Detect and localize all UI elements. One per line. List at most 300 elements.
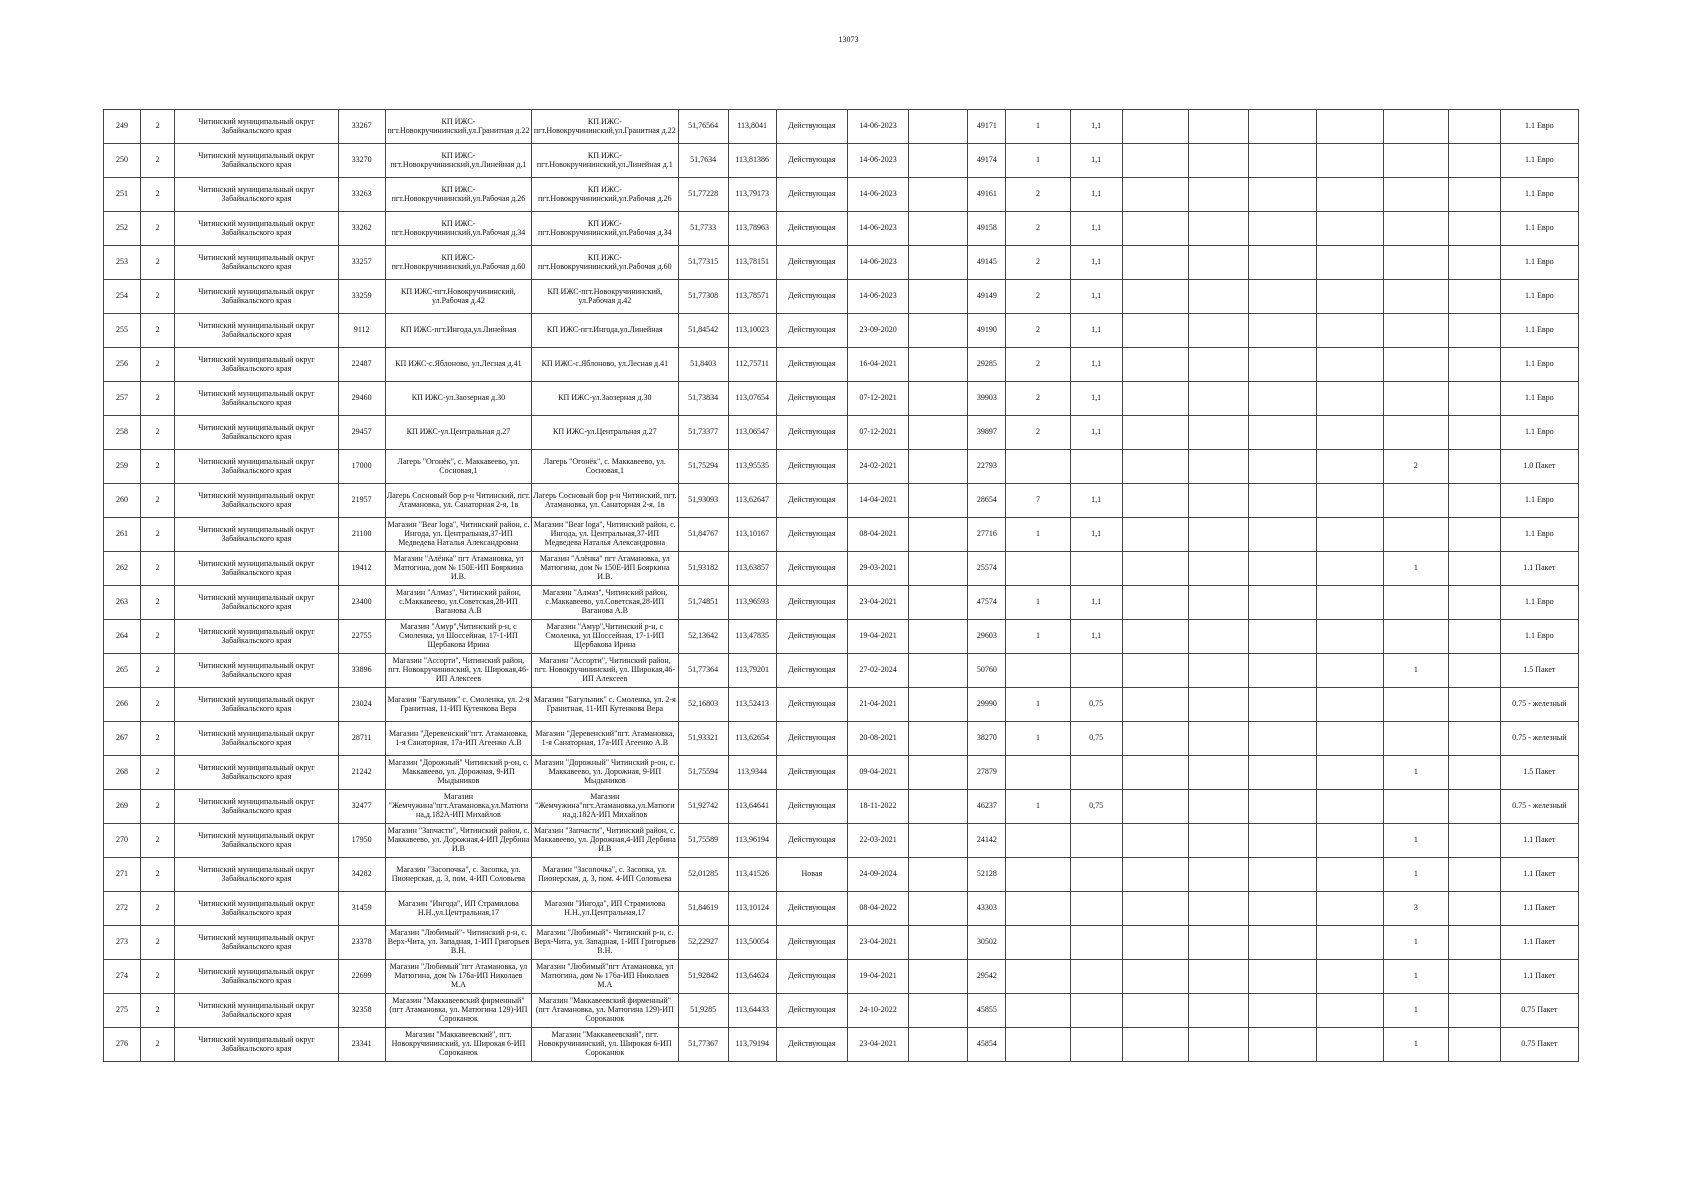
site-id-cell: 23400	[338, 586, 385, 620]
latitude-cell: 51,77315	[678, 246, 728, 280]
package-count-cell	[1384, 722, 1448, 756]
latitude-cell: 51,7733	[678, 212, 728, 246]
site-name-cell: Магазин "Ингода", ИП Страмилова Н.Н.,ул.Центральная,17	[385, 892, 531, 926]
container-volume-cell	[1070, 450, 1122, 484]
site-id-cell: 32358	[338, 994, 385, 1028]
container-count-cell	[1006, 552, 1070, 586]
district-cell: Читинский муниципальный округ Забайкальского края	[175, 110, 338, 144]
longitude-cell: 113,06547	[728, 416, 776, 450]
empty-cell	[909, 280, 968, 314]
site-address-cell: КП ИЖС-пгт.Новокручининский,ул.Рабочая д.60	[532, 246, 678, 280]
container-count-cell	[1006, 960, 1070, 994]
row-number-cell: 257	[104, 382, 141, 416]
status-cell: Действующая	[776, 586, 847, 620]
empty-cell	[1448, 926, 1500, 960]
empty-cell	[1249, 756, 1317, 790]
registry-code-cell: 39897	[968, 416, 1006, 450]
empty-cell	[909, 552, 968, 586]
row-number-cell: 272	[104, 892, 141, 926]
site-address-cell: Магазин "Деревенский"пгт. Атамановка, 1-я Санаторная, 17а-ИП Агеенко А.В	[532, 722, 678, 756]
table-row	[104, 960, 1579, 994]
longitude-cell: 113,8041	[728, 110, 776, 144]
latitude-cell: 51,93182	[678, 552, 728, 586]
empty-cell	[909, 620, 968, 654]
site-id-cell: 31459	[338, 892, 385, 926]
empty-cell	[909, 654, 968, 688]
container-volume-cell: 1,1	[1070, 382, 1122, 416]
empty-cell	[1249, 450, 1317, 484]
group-cell: 2	[141, 212, 175, 246]
table-row	[104, 824, 1579, 858]
district-cell: Читинский муниципальный округ Забайкальского края	[175, 824, 338, 858]
district-cell: Читинский муниципальный округ Забайкальского края	[175, 416, 338, 450]
empty-cell	[1249, 178, 1317, 212]
container-volume-cell	[1070, 926, 1122, 960]
empty-cell	[1122, 926, 1188, 960]
container-volume-cell	[1070, 552, 1122, 586]
longitude-cell: 113,62647	[728, 484, 776, 518]
package-count-cell: 1	[1384, 824, 1448, 858]
empty-cell	[1122, 790, 1188, 824]
empty-cell	[1249, 212, 1317, 246]
empty-cell	[1122, 246, 1188, 280]
date-cell: 14-06-2023	[847, 144, 908, 178]
empty-cell	[1249, 722, 1317, 756]
status-cell: Действующая	[776, 484, 847, 518]
status-cell: Новая	[776, 858, 847, 892]
date-cell: 07-12-2021	[847, 416, 908, 450]
empty-cell	[1249, 246, 1317, 280]
date-cell: 19-04-2021	[847, 620, 908, 654]
group-cell: 2	[141, 110, 175, 144]
empty-cell	[1448, 790, 1500, 824]
container-volume-cell	[1070, 994, 1122, 1028]
container-type-cell: 0.75 Пакет	[1500, 1028, 1578, 1062]
table-row	[104, 688, 1579, 722]
empty-cell	[1317, 858, 1384, 892]
date-cell: 14-06-2023	[847, 246, 908, 280]
district-cell: Читинский муниципальный округ Забайкальского края	[175, 178, 338, 212]
group-cell: 2	[141, 552, 175, 586]
site-id-cell: 17950	[338, 824, 385, 858]
empty-cell	[1122, 144, 1188, 178]
site-name-cell: Магазин "Дорожный" Читинский р-он, с. Маккавеево, ул. Дорожная, 9-ИП Мыдыников	[385, 756, 531, 790]
district-cell: Читинский муниципальный округ Забайкальского края	[175, 926, 338, 960]
site-address-cell: Магазин "Запчасти", Читинский район, с. Маккавеево, ул. Дорожная,4-ИП Дербина И.В	[532, 824, 678, 858]
date-cell: 14-04-2021	[847, 484, 908, 518]
longitude-cell: 113,78571	[728, 280, 776, 314]
site-address-cell: КП ИЖС-пгт.Ингода,ул.Линейная	[532, 314, 678, 348]
site-address-cell: Магазин "Любимый"пгт Атамановка, ул Матюгина, дом № 176а-ИП Николаев М.А	[532, 960, 678, 994]
container-volume-cell: 1,1	[1070, 314, 1122, 348]
package-count-cell: 2	[1384, 450, 1448, 484]
empty-cell	[1448, 246, 1500, 280]
empty-cell	[1249, 552, 1317, 586]
latitude-cell: 51,76564	[678, 110, 728, 144]
empty-cell	[1448, 484, 1500, 518]
row-number-cell: 270	[104, 824, 141, 858]
empty-cell	[1448, 450, 1500, 484]
longitude-cell: 113,95535	[728, 450, 776, 484]
empty-cell	[1317, 484, 1384, 518]
row-number-cell: 263	[104, 586, 141, 620]
site-name-cell: КП ИЖС-ул.Заозерная д.30	[385, 382, 531, 416]
row-number-cell: 250	[104, 144, 141, 178]
container-volume-cell: 1,1	[1070, 178, 1122, 212]
site-address-cell: Магазин "Алмаз", Читинский район, с.Маккавеево, ул.Советская,28-ИП Ваганова А.В	[532, 586, 678, 620]
group-cell: 2	[141, 824, 175, 858]
package-count-cell	[1384, 178, 1448, 212]
table-row	[104, 382, 1579, 416]
registry-code-cell: 27879	[968, 756, 1006, 790]
registry-code-cell: 49161	[968, 178, 1006, 212]
date-cell: 20-08-2021	[847, 722, 908, 756]
empty-cell	[1188, 926, 1248, 960]
container-count-cell	[1006, 892, 1070, 926]
status-cell: Действующая	[776, 790, 847, 824]
empty-cell	[1249, 110, 1317, 144]
site-id-cell: 22755	[338, 620, 385, 654]
empty-cell	[1448, 892, 1500, 926]
empty-cell	[1249, 858, 1317, 892]
container-count-cell: 1	[1006, 620, 1070, 654]
latitude-cell: 51,75294	[678, 450, 728, 484]
container-volume-cell: 1,1	[1070, 348, 1122, 382]
latitude-cell: 51,93321	[678, 722, 728, 756]
container-volume-cell: 1,1	[1070, 586, 1122, 620]
status-cell: Действующая	[776, 688, 847, 722]
latitude-cell: 51,75589	[678, 824, 728, 858]
container-count-cell: 1	[1006, 586, 1070, 620]
site-name-cell: КП ИЖС-пгт.Новокручининский,ул.Линейная д.1	[385, 144, 531, 178]
registry-code-cell: 49190	[968, 314, 1006, 348]
row-number-cell: 256	[104, 348, 141, 382]
row-number-cell: 251	[104, 178, 141, 212]
site-address-cell: Магазин "Ассорти", Читинский район, пгт. Новокручининский, ул. Широкая,46-ИП Алексеев	[532, 654, 678, 688]
empty-cell	[1188, 212, 1248, 246]
date-cell: 16-04-2021	[847, 348, 908, 382]
table-row	[104, 892, 1579, 926]
empty-cell	[1448, 824, 1500, 858]
site-address-cell: Магазин "Ингода", ИП Страмилова Н.Н.,ул.Центральная,17	[532, 892, 678, 926]
table-row	[104, 484, 1579, 518]
site-id-cell: 23024	[338, 688, 385, 722]
longitude-cell: 113,47835	[728, 620, 776, 654]
longitude-cell: 113,81386	[728, 144, 776, 178]
registry-code-cell: 29542	[968, 960, 1006, 994]
empty-cell	[1448, 552, 1500, 586]
row-number-cell: 265	[104, 654, 141, 688]
empty-cell	[1317, 518, 1384, 552]
status-cell: Действующая	[776, 212, 847, 246]
site-name-cell: КП ИЖС-пгт.Новокручининский,ул.Рабочая д.60	[385, 246, 531, 280]
empty-cell	[1317, 246, 1384, 280]
group-cell: 2	[141, 790, 175, 824]
empty-cell	[1448, 960, 1500, 994]
empty-cell	[1448, 858, 1500, 892]
site-address-cell: Магазин "Маккавеевский", пгт. Новокручининский, ул. Широкая 6-ИП Сороканюк	[532, 1028, 678, 1062]
longitude-cell: 113,78151	[728, 246, 776, 280]
container-count-cell	[1006, 654, 1070, 688]
empty-cell	[1448, 620, 1500, 654]
container-volume-cell: 1,1	[1070, 144, 1122, 178]
container-count-cell	[1006, 450, 1070, 484]
empty-cell	[1448, 586, 1500, 620]
longitude-cell: 113,62654	[728, 722, 776, 756]
package-count-cell	[1384, 280, 1448, 314]
registry-code-cell: 27716	[968, 518, 1006, 552]
site-name-cell: Магазин "Амур",Читинский р-н, с Смоленка, ул Шоссейная, 17-1-ИП Щербакова Ирина	[385, 620, 531, 654]
site-id-cell: 19412	[338, 552, 385, 586]
empty-cell	[909, 586, 968, 620]
site-address-cell: Магазин "Маккавеевский фирменный" (пгт Атамановка, ул. Матюгина 129)-ИП Сороканюк	[532, 994, 678, 1028]
date-cell: 24-09-2024	[847, 858, 908, 892]
latitude-cell: 51,77364	[678, 654, 728, 688]
empty-cell	[1188, 246, 1248, 280]
empty-cell	[909, 212, 968, 246]
container-volume-cell: 1,1	[1070, 212, 1122, 246]
package-count-cell	[1384, 484, 1448, 518]
empty-cell	[1448, 280, 1500, 314]
container-type-cell: 1.1 Евро	[1500, 586, 1578, 620]
empty-cell	[1317, 688, 1384, 722]
container-count-cell: 1	[1006, 110, 1070, 144]
group-cell: 2	[141, 484, 175, 518]
status-cell: Действующая	[776, 722, 847, 756]
row-number-cell: 261	[104, 518, 141, 552]
empty-cell	[1317, 824, 1384, 858]
container-count-cell	[1006, 926, 1070, 960]
container-count-cell: 2	[1006, 382, 1070, 416]
registry-code-cell: 45854	[968, 1028, 1006, 1062]
empty-cell	[1188, 960, 1248, 994]
registry-code-cell: 49145	[968, 246, 1006, 280]
page-number: 13073	[838, 35, 859, 44]
site-name-cell: Магазин "Алёнка" пгт Атамановка, ул Матюгина, дом № 150Е-ИП Бояркина И.В.	[385, 552, 531, 586]
status-cell: Действующая	[776, 280, 847, 314]
empty-cell	[1188, 348, 1248, 382]
container-count-cell: 2	[1006, 280, 1070, 314]
date-cell: 23-09-2020	[847, 314, 908, 348]
empty-cell	[1188, 518, 1248, 552]
empty-cell	[1249, 654, 1317, 688]
date-cell: 08-04-2022	[847, 892, 908, 926]
empty-cell	[1188, 314, 1248, 348]
container-type-cell: 0.75 - железный	[1500, 688, 1578, 722]
site-name-cell: Магазин "Запчасти", Читинский район, с. Маккавеево, ул. Дорожная,4-ИП Дербина И.В	[385, 824, 531, 858]
empty-cell	[909, 382, 968, 416]
container-count-cell	[1006, 756, 1070, 790]
container-volume-cell: 1,1	[1070, 110, 1122, 144]
registry-code-cell: 24142	[968, 824, 1006, 858]
package-count-cell	[1384, 212, 1448, 246]
status-cell: Действующая	[776, 620, 847, 654]
latitude-cell: 52,22927	[678, 926, 728, 960]
container-count-cell: 2	[1006, 212, 1070, 246]
district-cell: Читинский муниципальный округ Забайкальского края	[175, 314, 338, 348]
registry-code-cell: 29990	[968, 688, 1006, 722]
empty-cell	[1188, 416, 1248, 450]
table-row	[104, 416, 1579, 450]
group-cell: 2	[141, 994, 175, 1028]
empty-cell	[1317, 178, 1384, 212]
table-row	[104, 858, 1579, 892]
date-cell: 21-04-2021	[847, 688, 908, 722]
container-volume-cell	[1070, 960, 1122, 994]
package-count-cell	[1384, 144, 1448, 178]
container-type-cell: 1.1 Евро	[1500, 382, 1578, 416]
registry-code-cell: 45855	[968, 994, 1006, 1028]
package-count-cell: 3	[1384, 892, 1448, 926]
district-cell: Читинский муниципальный округ Забайкальского края	[175, 144, 338, 178]
empty-cell	[1122, 314, 1188, 348]
empty-cell	[1122, 212, 1188, 246]
registry-code-cell: 49171	[968, 110, 1006, 144]
status-cell: Действующая	[776, 960, 847, 994]
group-cell: 2	[141, 518, 175, 552]
empty-cell	[1188, 450, 1248, 484]
empty-cell	[1249, 926, 1317, 960]
empty-cell	[1249, 824, 1317, 858]
container-type-cell: 1.1 Евро	[1500, 314, 1578, 348]
longitude-cell: 113,9344	[728, 756, 776, 790]
site-address-cell: Магазин "Любимый"- Читинский р-н, с. Верх-Чита, ул. Западная, 1-ИП Григорьев В.Н.	[532, 926, 678, 960]
empty-cell	[1448, 756, 1500, 790]
empty-cell	[1448, 994, 1500, 1028]
package-count-cell	[1384, 416, 1448, 450]
empty-cell	[909, 314, 968, 348]
district-cell: Читинский муниципальный округ Забайкальского края	[175, 722, 338, 756]
district-cell: Читинский муниципальный округ Забайкальского края	[175, 960, 338, 994]
empty-cell	[1249, 1028, 1317, 1062]
empty-cell	[1249, 484, 1317, 518]
table-row	[104, 586, 1579, 620]
empty-cell	[1317, 892, 1384, 926]
container-volume-cell	[1070, 824, 1122, 858]
group-cell: 2	[141, 756, 175, 790]
container-type-cell: 1.1 Евро	[1500, 110, 1578, 144]
empty-cell	[1249, 416, 1317, 450]
site-id-cell: 29457	[338, 416, 385, 450]
empty-cell	[1249, 994, 1317, 1028]
latitude-cell: 51,73377	[678, 416, 728, 450]
empty-cell	[1448, 518, 1500, 552]
row-number-cell: 275	[104, 994, 141, 1028]
row-number-cell: 252	[104, 212, 141, 246]
container-type-cell: 1.1 Евро	[1500, 348, 1578, 382]
site-name-cell: КП ИЖС-пгт.Новокручининский,ул.Рабочая д.26	[385, 178, 531, 212]
container-type-cell: 1.1 Евро	[1500, 518, 1578, 552]
empty-cell	[1448, 1028, 1500, 1062]
container-type-cell: 1.1 Пакет	[1500, 960, 1578, 994]
empty-cell	[1188, 756, 1248, 790]
empty-cell	[909, 246, 968, 280]
row-number-cell: 249	[104, 110, 141, 144]
site-address-cell: Магазин "Алёнка" пгт Атамановка, ул Матюгина, дом № 150Е-ИП Бояркина И.В.	[532, 552, 678, 586]
longitude-cell: 113,64433	[728, 994, 776, 1028]
table-row	[104, 178, 1579, 212]
row-number-cell: 254	[104, 280, 141, 314]
date-cell: 24-10-2022	[847, 994, 908, 1028]
longitude-cell: 113,50054	[728, 926, 776, 960]
longitude-cell: 113,10023	[728, 314, 776, 348]
registry-code-cell: 49174	[968, 144, 1006, 178]
date-cell: 23-04-2021	[847, 1028, 908, 1062]
row-number-cell: 259	[104, 450, 141, 484]
empty-cell	[1249, 688, 1317, 722]
site-address-cell: КП ИЖС-ул.Заозерная д.30	[532, 382, 678, 416]
empty-cell	[1249, 382, 1317, 416]
site-name-cell: Магазин "Маккавеевский", пгт. Новокручининский, ул. Широкая 6-ИП Сороканюк	[385, 1028, 531, 1062]
container-volume-cell	[1070, 654, 1122, 688]
container-count-cell: 2	[1006, 178, 1070, 212]
group-cell: 2	[141, 926, 175, 960]
empty-cell	[1448, 688, 1500, 722]
empty-cell	[1448, 110, 1500, 144]
empty-cell	[1122, 348, 1188, 382]
package-count-cell	[1384, 110, 1448, 144]
site-address-cell: КП ИЖС-пгт.Новокручининский,ул.Гранитная д.22	[532, 110, 678, 144]
latitude-cell: 51,84542	[678, 314, 728, 348]
empty-cell	[909, 518, 968, 552]
district-cell: Читинский муниципальный округ Забайкальского края	[175, 790, 338, 824]
longitude-cell: 113,79194	[728, 1028, 776, 1062]
container-volume-cell: 0,75	[1070, 688, 1122, 722]
package-count-cell	[1384, 348, 1448, 382]
container-type-cell: 1.1 Евро	[1500, 280, 1578, 314]
district-cell: Читинский муниципальный округ Забайкальского края	[175, 382, 338, 416]
registry-code-cell: 22793	[968, 450, 1006, 484]
latitude-cell: 51,92742	[678, 790, 728, 824]
table-row	[104, 1028, 1579, 1062]
status-cell: Действующая	[776, 552, 847, 586]
group-cell: 2	[141, 654, 175, 688]
empty-cell	[1122, 960, 1188, 994]
empty-cell	[1249, 348, 1317, 382]
status-cell: Действующая	[776, 994, 847, 1028]
status-cell: Действующая	[776, 314, 847, 348]
status-cell: Действующая	[776, 756, 847, 790]
empty-cell	[1249, 586, 1317, 620]
container-type-cell: 1.1 Евро	[1500, 212, 1578, 246]
empty-cell	[1317, 314, 1384, 348]
empty-cell	[1122, 858, 1188, 892]
site-id-cell: 32477	[338, 790, 385, 824]
site-address-cell: КП ИЖС-пгт.Новокручининский,ул.Рабочая д.34	[532, 212, 678, 246]
district-cell: Читинский муниципальный округ Забайкальского края	[175, 892, 338, 926]
site-address-cell: КП ИЖС-ул.Центральная д.27	[532, 416, 678, 450]
empty-cell	[1188, 688, 1248, 722]
site-address-cell: Магазин "Bear loga", Читинский район, с. Ингода, ул. Центральная,37-ИП Медведева Наталья Александровна	[532, 518, 678, 552]
package-count-cell	[1384, 246, 1448, 280]
site-address-cell: Лагерь Сосновый бор р-н Читинский, пгт. Атамановка, ул. Санаторная 2-я, 1в	[532, 484, 678, 518]
site-name-cell: Магазин "Маккавеевский фирменный" (пгт Атамановка, ул. Матюгина 129)-ИП Сороканюк	[385, 994, 531, 1028]
empty-cell	[1188, 1028, 1248, 1062]
registry-code-cell: 30502	[968, 926, 1006, 960]
site-id-cell: 17000	[338, 450, 385, 484]
latitude-cell: 51,84619	[678, 892, 728, 926]
container-volume-cell: 0,75	[1070, 790, 1122, 824]
empty-cell	[909, 144, 968, 178]
empty-cell	[1317, 110, 1384, 144]
district-cell: Читинский муниципальный округ Забайкальского края	[175, 348, 338, 382]
site-id-cell: 21100	[338, 518, 385, 552]
registry-code-cell: 28654	[968, 484, 1006, 518]
empty-cell	[1317, 994, 1384, 1028]
site-name-cell: Магазин "Жемчужина"пгт.Атамановка,ул.Матюгина,д.182А-ИП Михайлов	[385, 790, 531, 824]
site-id-cell: 33270	[338, 144, 385, 178]
site-name-cell: Магазин "Bear loga", Читинский район, с. Ингода, ул. Центральная,37-ИП Медведева Наталья Александровна	[385, 518, 531, 552]
